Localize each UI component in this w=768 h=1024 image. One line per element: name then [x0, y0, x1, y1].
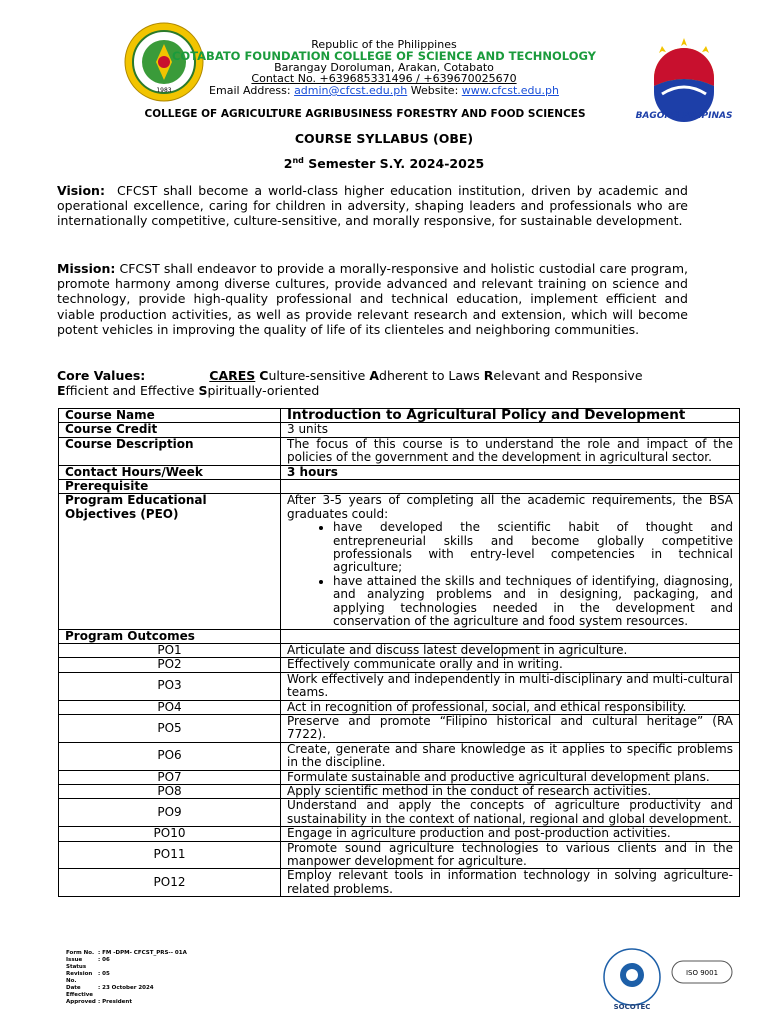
po-code: PO9 [59, 799, 281, 827]
republic-line: Republic of the Philippines [311, 38, 457, 51]
course-description-label: Course Description [59, 437, 281, 465]
po-text: Formulate sustainable and productive agricultural development plans. [281, 770, 740, 784]
program-outcome-row [59, 700, 740, 714]
program-outcome-row [59, 784, 740, 798]
email-link[interactable]: admin@cfcst.edu.ph [294, 84, 408, 97]
syllabus-table [58, 408, 740, 897]
cv-word-relevant: elevant and Responsive [493, 368, 643, 383]
contact-hours-label: Contact Hours/Week [59, 465, 281, 479]
peo-intro: After 3-5 years of completing all the academic requirements, the BSA graduates could: [287, 493, 733, 521]
program-outcomes-label: Program Outcomes [59, 629, 281, 643]
mission-text: CFCST shall endeavor to provide a morally-responsive and holistic custodial care program, promote harmony among diverse cultures, provide advanced and relevant training on science and technology, provide high-quality professional and technical education, implement efficient and viable production activities, as well as provide relevant research and extension, which will become potent vehicles in improving the quality of life of its clienteles and neighboring communities. [57, 261, 688, 337]
program-outcome-row [59, 799, 740, 827]
socotec-iso-logo [600, 945, 740, 1013]
row-course-credit [59, 423, 740, 437]
po-text: Act in recognition of professional, social, and ethical responsibility. [281, 700, 740, 714]
semester-num: 2 [283, 156, 293, 172]
po-text: Create, generate and share knowledge as it applies to specific problems in the discipline. [281, 742, 740, 770]
course-credit-label: Course Credit [59, 423, 281, 437]
vision-label: Vision: [57, 183, 105, 198]
program-outcome-row [59, 770, 740, 784]
core-values-paragraph [57, 368, 688, 398]
po-text: Work effectively and independently in multi-disciplinary and multi-cultural teams. [281, 672, 740, 700]
program-outcomes-blank [281, 629, 740, 643]
po-text: Understand and apply the concepts of agriculture productivity and sustainability in the context of national, regional and global development. [281, 799, 740, 827]
program-outcome-row [59, 714, 740, 742]
program-outcome-row [59, 827, 740, 841]
prerequisite-label: Prerequisite [59, 480, 281, 494]
form-info-row [66, 985, 216, 999]
course-name-value: Introduction to Agricultural Policy and Development [281, 409, 740, 423]
form-info-key: Form No. [66, 950, 95, 956]
semester-sup: nd [292, 156, 304, 165]
peo-item: • have developed the scientific habit of thought and entrepreneurial skills and become globally competitive professionals with entry-level competencies in technical agriculture; [333, 521, 733, 575]
cv-word-efficient: fficient and Effective [65, 383, 199, 399]
po-code: PO8 [59, 784, 281, 798]
cv-word-spiritually: piritually-oriented [207, 383, 320, 399]
cv-letter-e: E [57, 383, 66, 399]
program-outcome-row [59, 658, 740, 672]
core-values-label: Core Values: [57, 368, 146, 383]
peo-value [281, 494, 740, 629]
bagong-pilipinas-text: BAGONG PILIPINAS [635, 111, 733, 121]
course-description-value: The focus of this course is to understand the role and impact of the policies of the government and the development in agricultural sector. [281, 437, 740, 465]
form-info-row [66, 950, 216, 957]
row-contact-hours [59, 465, 740, 479]
course-credit-value: 3 units [281, 423, 740, 437]
socotec-text: SOCOTEC [613, 1003, 651, 1011]
syllabus-title: COURSE SYLLABUS (OBE) [294, 131, 474, 146]
po-code: PO5 [59, 714, 281, 742]
cv-word-culture: ulture-sensitive [268, 368, 370, 383]
po-text: Effectively communicate orally and in writing. [281, 658, 740, 672]
website-link[interactable]: www.cfcst.edu.ph [461, 84, 559, 97]
po-code: PO11 [59, 841, 281, 869]
vision-paragraph [57, 183, 688, 229]
college-address: Barangay Doroluman, Arakan, Cotabato [274, 61, 494, 74]
mission-paragraph [57, 261, 688, 337]
form-info-value: : President [98, 999, 132, 1005]
program-outcome-row [59, 672, 740, 700]
po-text: Apply scientific method in the conduct of research activities. [281, 784, 740, 798]
po-code: PO4 [59, 700, 281, 714]
row-prerequisite [59, 480, 740, 494]
course-name-label: Course Name [59, 409, 281, 423]
po-text: Articulate and discuss latest development in agriculture. [281, 643, 740, 657]
po-code: PO10 [59, 827, 281, 841]
row-course-name [59, 409, 740, 423]
po-code: PO7 [59, 770, 281, 784]
po-text: Promote sound agriculture technologies to various clients and in the manpower development for agriculture. [281, 841, 740, 869]
cv-letter-a: A [369, 368, 380, 383]
form-info-key: Date Effective [66, 985, 94, 998]
po-text: Employ relevant tools in information technology in solving agriculture-related problems. [281, 869, 740, 897]
cv-letter-c: C [259, 368, 269, 383]
po-code: PO6 [59, 742, 281, 770]
contact-numbers: Contact No. +639685331496 / +639670025670 [251, 72, 517, 85]
po-code: PO12 [59, 869, 281, 897]
website-label: Website: [407, 84, 462, 97]
cv-word-adherent: dherent to Laws [379, 368, 484, 383]
form-info-row [66, 957, 216, 971]
form-info-row [66, 999, 216, 1006]
form-info-value: : 05 [98, 971, 110, 977]
semester-rest: Semester S.Y. 2024-2025 [303, 156, 485, 172]
program-outcome-row [59, 643, 740, 657]
po-code: PO3 [59, 672, 281, 700]
form-info-block [66, 950, 216, 1006]
form-info-key: Issue Status [66, 957, 87, 970]
contact-hours-value: 3 hours [281, 465, 740, 479]
form-info-value: : 06 [98, 957, 110, 963]
peo-list [317, 521, 733, 628]
seal-year: 1983 [156, 87, 172, 94]
peo-label: Program Educational Objectives (PEO) [59, 494, 281, 629]
po-text: Engage in agriculture production and post-production activities. [281, 827, 740, 841]
cv-letter-s: S [198, 383, 208, 399]
peo-item: • have attained the skills and techniques of identifying, diagnosing, and analyzing problems and in designing, packaging, and applying technologies needed in the development and conservation of the agriculture and food system resources. [333, 575, 733, 629]
po-code: PO1 [59, 643, 281, 657]
po-code: PO2 [59, 658, 281, 672]
po-text: Preserve and promote “Filipino historical and cultural heritage” (RA 7722). [281, 714, 740, 742]
program-outcome-row [59, 869, 740, 897]
iso-text: ISO 9001 [685, 969, 719, 977]
form-info-value: : 23 October 2024 [98, 985, 154, 991]
vision-text: CFCST shall become a world-class higher education institution, driven by academic and operational excellence, caring for children in adversity, shaping leaders and professionals who are internationally competitive, culture-sensitive, and morally responsive, for sustainable development. [57, 183, 688, 229]
row-peo [59, 494, 740, 629]
core-values-acronym: CARES [209, 368, 256, 383]
mission-label: Mission: [57, 261, 116, 276]
form-info-key: Approved [66, 999, 96, 1005]
email-website-line [150, 84, 618, 98]
form-info-key: Revision No. [66, 971, 93, 984]
program-outcome-row [59, 742, 740, 770]
prerequisite-value [281, 480, 740, 494]
email-label: Email Address: [209, 84, 295, 97]
program-outcome-row [59, 841, 740, 869]
row-course-description [59, 437, 740, 465]
form-info-value: : FM -DPM- CFCST_PRS-- 01A [98, 950, 187, 956]
form-info-row [66, 971, 216, 985]
semester-line [0, 156, 768, 171]
college-name: COTABATO FOUNDATION COLLEGE OF SCIENCE AND TECHNOLOGY [171, 49, 597, 63]
row-program-outcomes [59, 629, 740, 643]
cv-letter-r: R [483, 368, 494, 383]
department-name: COLLEGE OF AGRICULTURE AGRIBUSINESS FORESTRY AND FOOD SCIENCES [144, 108, 586, 120]
